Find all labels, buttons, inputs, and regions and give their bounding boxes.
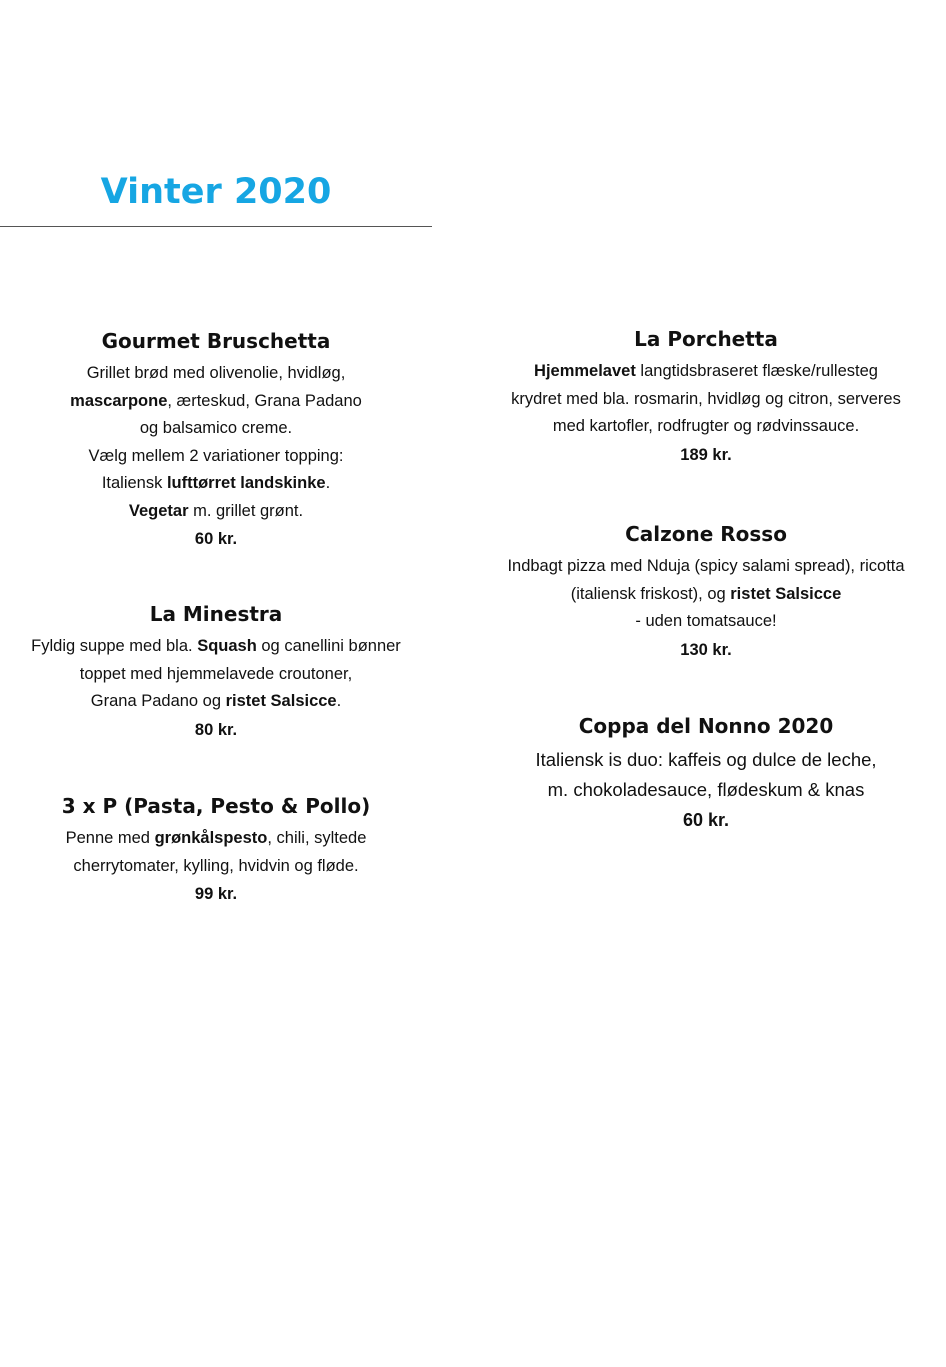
description-text: Grana Padano og (90, 692, 226, 710)
page-title: Vinter 2020 (100, 172, 332, 212)
dish-price: 130 kr. (680, 640, 732, 659)
dish-price: 60 kr. (682, 810, 730, 830)
dish-description-line: - uden tomatsauce! (635, 612, 777, 630)
dish-name: Gourmet Bruschetta (101, 329, 331, 353)
description-text: (italiensk friskost), og (570, 584, 731, 603)
highlight-ingredient: grønkålspesto (154, 829, 268, 847)
dish-description-line (466, 358, 946, 386)
description-text: Penne med (65, 829, 155, 847)
dish-description-line: Vælg mellem 2 variationer topping: (88, 446, 344, 465)
description-text: , ærteskud, Grana Padano (167, 391, 362, 410)
dish-price: 60 kr. (194, 530, 238, 548)
dish-description-line: Italiensk is duo: kaffeis og dulce de leche, (535, 749, 877, 770)
dish-description-line: Grillet brød med olivenolie, hvidløg, (86, 364, 346, 382)
dish-la-porchetta (466, 324, 946, 469)
dish-description-line: og balsamico creme. (139, 419, 293, 437)
dish-name: Coppa del Nonno 2020 (578, 714, 834, 738)
description-text: . (325, 474, 331, 492)
dish-description-line (0, 470, 432, 498)
dish-description-line: krydret med bla. rosmarin, hvidløg og citron, serveres (511, 389, 901, 408)
highlight-ingredient: ristet Salsicce (225, 692, 337, 710)
dish-description-line (0, 388, 432, 416)
dish-description-line: cherrytomater, kylling, hvidvin og fløde. (73, 856, 359, 875)
description-text: langtidsbraseret flæske/rullesteg (635, 362, 878, 380)
dish-description-line (466, 581, 946, 609)
dish-name: La Porchetta (634, 327, 778, 351)
dish-price: 80 kr. (194, 720, 238, 739)
dish-description-line (0, 633, 432, 661)
dish-description-line (0, 688, 432, 716)
dish-name: 3 x P (Pasta, Pesto & Pollo) (61, 794, 371, 818)
description-text: , chili, syltede (267, 829, 367, 847)
dish-calzone-rosso (466, 519, 946, 664)
dish-description-line (0, 825, 432, 853)
highlight-ingredient: lufttørret landskinke (166, 474, 326, 492)
highlight-ingredient: mascarpone (70, 391, 168, 410)
title-divider (0, 226, 432, 227)
highlight-ingredient: Vegetar (128, 501, 189, 520)
dish-la-minestra (0, 599, 432, 744)
dish-3xp-pasta (0, 791, 432, 908)
highlight-ingredient: ristet Salsicce (730, 584, 842, 603)
dish-description-line: toppet med hjemmelavede croutoner, (79, 664, 353, 683)
dish-description-line (0, 498, 432, 526)
dish-price: 189 kr. (680, 445, 732, 464)
dish-description-line: m. chokoladesauce, flødeskum & knas (547, 779, 865, 800)
description-text: m. grillet grønt. (188, 501, 304, 520)
description-text: og canellini bønner (256, 637, 401, 655)
dish-description-line: med kartofler, rodfrugter og rødvinssauce. (552, 417, 860, 435)
dish-name: La Minestra (149, 602, 283, 626)
dish-description-line: Indbagt pizza med Nduja (spicy salami spread), ricotta (507, 557, 905, 575)
dish-price: 99 kr. (194, 885, 238, 903)
description-text: Fyldig suppe med bla. (31, 637, 198, 655)
description-text: . (336, 692, 342, 710)
dish-name: Calzone Rosso (625, 522, 787, 546)
description-text: Italiensk (101, 474, 167, 492)
dish-coppa-del-nonno (466, 711, 946, 835)
highlight-ingredient: Hjemmelavet (534, 362, 636, 380)
dish-gourmet-bruschetta (0, 326, 432, 553)
highlight-ingredient: Squash (197, 637, 257, 655)
